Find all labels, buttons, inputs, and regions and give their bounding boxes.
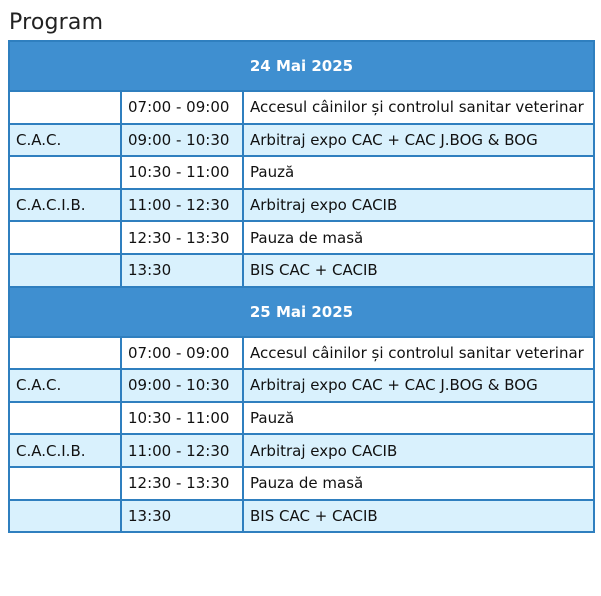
table-row: [9, 156, 594, 189]
time-cell: 11:00 - 12:30: [121, 189, 243, 222]
table-row: [9, 402, 594, 435]
day-header-row: [9, 287, 594, 337]
schedule-table: [8, 40, 595, 533]
activity-cell: Pauză: [243, 402, 594, 435]
day-header-row: [9, 41, 594, 91]
schedule-body: [9, 41, 594, 532]
activity-cell: Accesul câinilor și controlul sanitar veterinar: [243, 337, 594, 370]
table-row: [9, 467, 594, 500]
activity-cell: Arbitraj expo CACIB: [243, 434, 594, 467]
time-cell: 13:30: [121, 254, 243, 287]
activity-cell: Arbitraj expo CACIB: [243, 189, 594, 222]
table-row: [9, 124, 594, 157]
time-cell: 10:30 - 11:00: [121, 156, 243, 189]
table-row: [9, 91, 594, 124]
category-cell: C.A.C.I.B.: [9, 434, 121, 467]
time-cell: 10:30 - 11:00: [121, 402, 243, 435]
category-cell: C.A.C.I.B.: [9, 189, 121, 222]
activity-cell: Arbitraj expo CAC + CAC J.BOG & BOG: [243, 369, 594, 402]
table-row: [9, 221, 594, 254]
time-cell: 07:00 - 09:00: [121, 337, 243, 370]
activity-cell: Pauza de masă: [243, 221, 594, 254]
time-cell: 12:30 - 13:30: [121, 221, 243, 254]
table-row: [9, 189, 594, 222]
category-cell: [9, 467, 121, 500]
category-cell: [9, 221, 121, 254]
activity-cell: BIS CAC + CACIB: [243, 254, 594, 287]
time-cell: 09:00 - 10:30: [121, 124, 243, 157]
day-date: 24 Mai 2025: [9, 41, 594, 91]
page-title: Program: [9, 10, 104, 35]
activity-cell: Accesul câinilor și controlul sanitar veterinar: [243, 91, 594, 124]
table-row: [9, 500, 594, 533]
activity-cell: BIS CAC + CACIB: [243, 500, 594, 533]
activity-cell: Pauza de masă: [243, 467, 594, 500]
category-cell: C.A.C.: [9, 124, 121, 157]
category-cell: [9, 402, 121, 435]
category-cell: [9, 337, 121, 370]
activity-cell: Pauză: [243, 156, 594, 189]
category-cell: [9, 156, 121, 189]
table-row: [9, 434, 594, 467]
time-cell: 09:00 - 10:30: [121, 369, 243, 402]
table-row: [9, 369, 594, 402]
table-row: [9, 337, 594, 370]
time-cell: 12:30 - 13:30: [121, 467, 243, 500]
day-date: 25 Mai 2025: [9, 287, 594, 337]
category-cell: C.A.C.: [9, 369, 121, 402]
category-cell: [9, 500, 121, 533]
time-cell: 13:30: [121, 500, 243, 533]
time-cell: 07:00 - 09:00: [121, 91, 243, 124]
category-cell: [9, 254, 121, 287]
category-cell: [9, 91, 121, 124]
activity-cell: Arbitraj expo CAC + CAC J.BOG & BOG: [243, 124, 594, 157]
time-cell: 11:00 - 12:30: [121, 434, 243, 467]
table-row: [9, 254, 594, 287]
